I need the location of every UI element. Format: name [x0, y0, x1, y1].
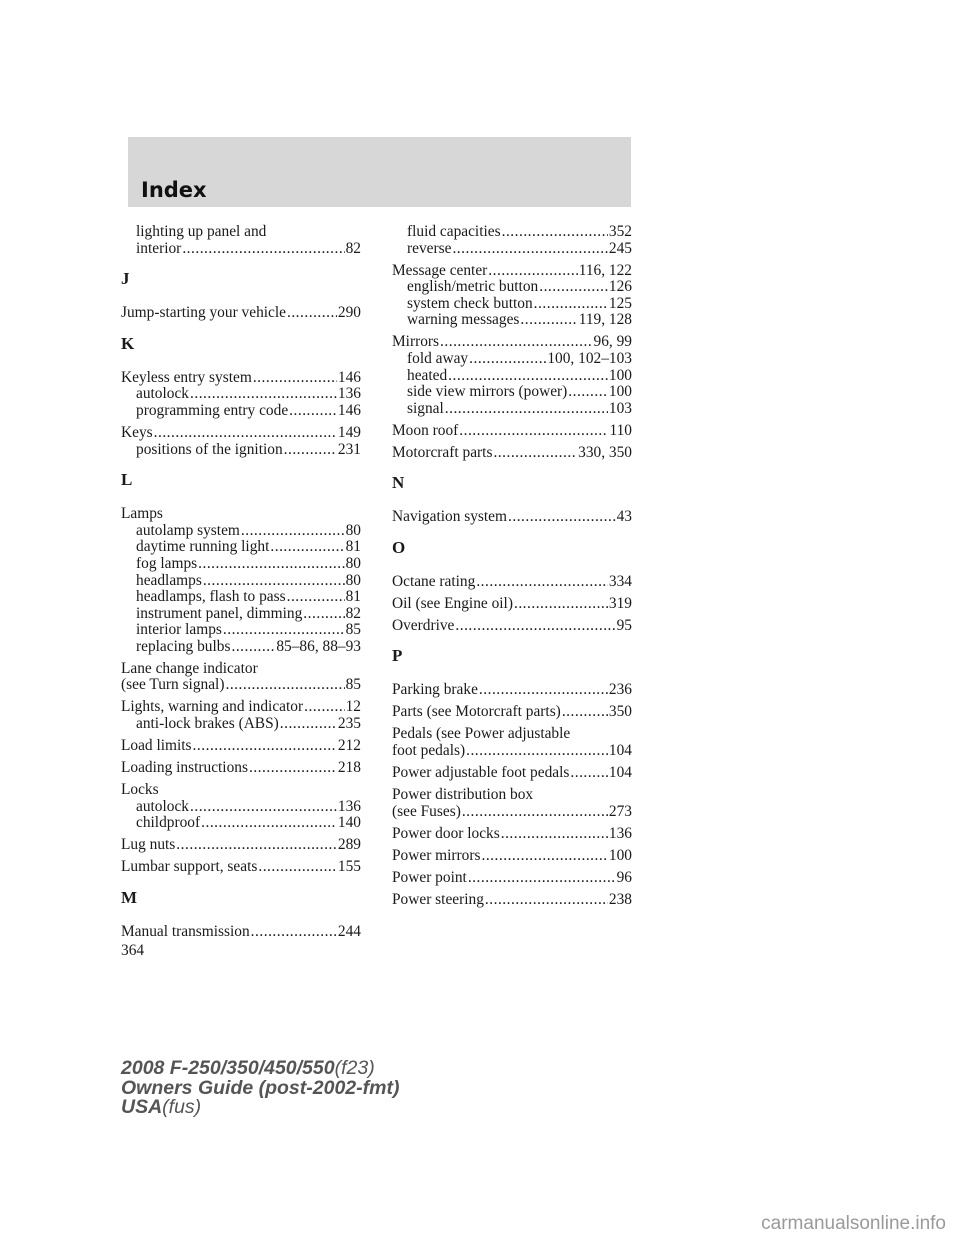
- index-term-line: [121, 506, 361, 523]
- section-letter: K: [121, 333, 135, 353]
- index-page-ref: 85–86, 88–93: [276, 637, 361, 655]
- index-term: interior: [136, 239, 182, 257]
- index-subentry: [121, 386, 361, 403]
- index-term: Moon roof: [392, 421, 459, 439]
- index-term: heated: [407, 366, 448, 384]
- index-term-line: [121, 924, 361, 941]
- index-term: Power steering: [392, 890, 484, 908]
- index-term: Lamps: [121, 505, 163, 523]
- index-entry: [392, 826, 632, 843]
- index-page-ref: 81: [345, 588, 361, 606]
- index-term-line: [392, 334, 632, 351]
- dot-leader: [249, 760, 337, 777]
- index-page-ref: 100, 102–103: [547, 349, 632, 367]
- dot-leader: [481, 848, 607, 865]
- index-term: Keys: [121, 423, 153, 441]
- index-entry: [392, 892, 632, 909]
- dot-leader: [562, 704, 608, 721]
- index-page-ref: 96: [616, 868, 632, 886]
- section-letter: J: [121, 269, 130, 289]
- index-term: replacing bulbs: [136, 637, 231, 655]
- index-page-ref: 273: [608, 802, 632, 820]
- footer-guide: Owners Guide (post-2002-fmt): [121, 1076, 400, 1099]
- index-term: Message center: [392, 261, 488, 279]
- dot-leader: [154, 425, 337, 442]
- dot-leader: [493, 445, 577, 462]
- index-term-line: [392, 682, 632, 699]
- dot-leader: [303, 606, 344, 623]
- index-page-ref: 330, 350: [578, 443, 632, 461]
- index-subentry: [392, 384, 632, 401]
- index-term: Pedals (see Power adjustable: [392, 725, 571, 743]
- dot-leader: [258, 859, 337, 876]
- dot-leader: [287, 305, 337, 322]
- index-term: instrument panel, dimming: [136, 604, 303, 622]
- section-letter: P: [392, 646, 403, 666]
- dot-leader: [459, 423, 608, 440]
- index-entry: [121, 837, 361, 854]
- index-page-ref: 96, 99: [593, 333, 632, 351]
- index-term: Locks: [121, 781, 159, 798]
- index-page-ref: 85: [345, 676, 361, 694]
- dot-leader: [452, 241, 607, 258]
- dot-leader: [201, 815, 337, 832]
- index-term: reverse: [407, 239, 452, 257]
- dot-leader: [485, 892, 608, 909]
- index-term-line: [121, 760, 361, 777]
- index-entry: [392, 596, 632, 613]
- index-term-line: [392, 743, 632, 760]
- index-term: fold away: [407, 349, 469, 367]
- index-page-ref: 104: [608, 763, 632, 781]
- index-entry: [392, 445, 632, 462]
- index-page-ref: 245: [608, 239, 632, 257]
- dot-leader: [539, 279, 608, 296]
- index-page-ref: 100: [608, 846, 632, 864]
- index-page-ref: 289: [337, 836, 361, 854]
- dot-leader: [455, 618, 615, 635]
- index-subentry: [392, 351, 632, 368]
- index-term-line: [392, 726, 632, 743]
- index-term: positions of the ignition: [136, 440, 283, 458]
- index-entry: [121, 859, 361, 876]
- index-entry: [121, 699, 361, 732]
- index-page-ref: 80: [345, 571, 361, 589]
- index-page-ref: 244: [337, 922, 361, 940]
- index-term: Lug nuts: [121, 836, 176, 854]
- dot-leader: [476, 574, 608, 591]
- dot-leader: [198, 556, 344, 573]
- dot-leader: [501, 826, 608, 843]
- index-term-line: [392, 826, 632, 843]
- index-subentry: [121, 224, 361, 241]
- index-term: anti-lock brakes (ABS): [136, 715, 279, 733]
- index-subentry: [392, 368, 632, 385]
- page-number: 364: [121, 942, 145, 959]
- index-term: headlamps: [136, 571, 202, 589]
- index-term: autolock: [136, 797, 189, 815]
- index-term-line: [121, 837, 361, 854]
- dot-leader: [289, 403, 337, 420]
- index-page-ref: 350: [608, 703, 632, 721]
- index-term: Overdrive: [392, 616, 455, 634]
- dot-leader: [502, 224, 608, 241]
- index-entry: [392, 334, 632, 417]
- index-entry: [392, 787, 632, 820]
- index-page-ref: 140: [337, 814, 361, 832]
- index-entry: [121, 224, 361, 257]
- index-page-ref: 126: [608, 278, 632, 296]
- index-entry: [392, 618, 632, 635]
- index-term: Power adjustable foot pedals: [392, 763, 570, 781]
- index-term: warning messages: [407, 311, 520, 329]
- dot-leader: [469, 351, 546, 368]
- watermark[interactable]: carmanualsonline.info: [761, 1213, 946, 1234]
- index-page-ref: 236: [608, 681, 632, 699]
- index-term: Octane rating: [392, 572, 476, 590]
- index-subentry: [121, 403, 361, 420]
- footer-model: 2008 F-250/350/450/550: [121, 1057, 335, 1079]
- index-page-ref: 82: [345, 604, 361, 622]
- index-page-ref: 334: [608, 572, 632, 590]
- index-column-left: [121, 224, 361, 946]
- index-page-ref: 103: [608, 399, 632, 417]
- index-subentry: [121, 589, 361, 606]
- index-term: system check button: [407, 294, 533, 312]
- section-letter: L: [121, 470, 133, 490]
- index-term: daytime running light: [136, 538, 270, 556]
- index-term: side view mirrors (power): [407, 383, 568, 401]
- index-term-line: [392, 892, 632, 909]
- footer-region-code: (fus): [162, 1096, 202, 1118]
- dot-leader: [466, 743, 608, 760]
- section-letter: N: [392, 473, 405, 493]
- index-subentry: [121, 606, 361, 623]
- index-term-line: [121, 370, 361, 387]
- index-term-line: [392, 574, 632, 591]
- index-page-ref: 85: [345, 621, 361, 639]
- dot-leader: [270, 539, 344, 556]
- index-entry: [392, 263, 632, 329]
- footer-line-3: [121, 1098, 399, 1118]
- index-page-ref: 319: [608, 594, 632, 612]
- index-entry: [121, 760, 361, 777]
- index-entry: [121, 924, 361, 941]
- index-page-ref: 235: [337, 715, 361, 733]
- index-term: autolamp system: [136, 521, 240, 539]
- index-entry: [121, 425, 361, 458]
- index-term: Lane change indicator: [121, 659, 258, 677]
- index-term-line: [392, 263, 632, 280]
- index-subentry: [121, 556, 361, 573]
- index-page-ref: 82: [345, 239, 361, 257]
- index-entry: [121, 782, 361, 832]
- index-term-line: [392, 445, 632, 462]
- index-term-line: [392, 787, 632, 804]
- index-page-ref: 104: [608, 742, 632, 759]
- index-term-line: [121, 738, 361, 755]
- index-entry: [121, 305, 361, 322]
- index-page-ref: 238: [608, 890, 632, 908]
- dot-leader: [225, 677, 344, 694]
- index-term: Lumbar support, seats: [121, 858, 258, 876]
- index-term-line: [121, 699, 361, 716]
- page-title: Index: [141, 178, 207, 202]
- dot-leader: [253, 370, 337, 387]
- index-page-ref: 12: [345, 698, 361, 716]
- index-subentry: [121, 799, 361, 816]
- dot-leader: [468, 870, 616, 887]
- index-entry: [392, 726, 632, 759]
- document-footer: [121, 1059, 399, 1118]
- index-page-ref: 125: [608, 294, 632, 312]
- index-subentry: [121, 573, 361, 590]
- dot-leader: [520, 312, 577, 329]
- dot-leader: [190, 799, 337, 816]
- index-page-ref: 95: [616, 616, 632, 634]
- dot-leader: [280, 716, 337, 733]
- dot-leader: [251, 924, 337, 941]
- dot-leader: [462, 804, 608, 821]
- dot-leader: [440, 334, 592, 351]
- index-subentry: [392, 312, 632, 329]
- index-entry: [392, 704, 632, 721]
- index-term: Parking brake: [392, 681, 478, 699]
- index-subentry: [121, 241, 361, 258]
- section-letter: O: [392, 537, 406, 557]
- dot-leader: [182, 241, 344, 258]
- index-subentry: [392, 241, 632, 258]
- index-subentry: [392, 296, 632, 313]
- index-subentry: [121, 639, 361, 656]
- index-term-line: [121, 782, 361, 799]
- dot-leader: [304, 699, 345, 716]
- index-term-line: [121, 661, 361, 678]
- index-subentry: [121, 815, 361, 832]
- dot-leader: [568, 384, 608, 401]
- index-term: headlamps, flash to pass: [136, 588, 286, 606]
- dot-leader: [231, 639, 275, 656]
- index-page-ref: 110: [609, 421, 632, 439]
- index-term-line: [121, 859, 361, 876]
- dot-leader: [448, 368, 608, 385]
- index-subentry: [121, 523, 361, 540]
- index-term: autolock: [136, 385, 189, 403]
- dot-leader: [479, 682, 608, 699]
- index-term: Keyless entry system: [121, 368, 252, 386]
- index-entry: [121, 738, 361, 755]
- dot-leader: [514, 596, 608, 613]
- index-page-ref: 155: [337, 858, 361, 876]
- index-page-ref: 212: [337, 737, 361, 755]
- dot-leader: [488, 263, 577, 280]
- index-term: Manual transmission: [121, 922, 250, 940]
- index-term-line: [392, 509, 632, 526]
- index-page-ref: 80: [345, 521, 361, 539]
- index-page-ref: 136: [337, 385, 361, 403]
- index-term: foot pedals): [392, 742, 466, 759]
- dot-leader: [241, 523, 345, 540]
- index-entry: [121, 506, 361, 655]
- index-page-ref: 218: [337, 759, 361, 777]
- index-term: signal: [407, 399, 444, 417]
- index-entry: [121, 661, 361, 694]
- index-subentry: [121, 442, 361, 459]
- index-term: Parts (see Motorcraft parts): [392, 703, 561, 721]
- index-term-line: [392, 618, 632, 635]
- index-subentry: [392, 224, 632, 241]
- index-term: Motorcraft parts: [392, 443, 493, 461]
- footer-region: USA: [121, 1096, 163, 1118]
- index-term-line: [121, 677, 361, 694]
- index-page-ref: 136: [608, 824, 632, 842]
- index-page-ref: 146: [337, 401, 361, 419]
- index-entry: [392, 509, 632, 526]
- dot-leader: [223, 622, 345, 639]
- index-term-line: [392, 596, 632, 613]
- index-page-ref: 119, 128: [578, 311, 632, 329]
- index-page-ref: 352: [608, 223, 632, 240]
- index-term-line: [121, 425, 361, 442]
- index-subentry: [121, 622, 361, 639]
- dot-leader: [190, 386, 337, 403]
- index-page-ref: 116, 122: [578, 261, 632, 279]
- index-page-ref: 80: [345, 554, 361, 572]
- dot-leader: [508, 509, 616, 526]
- index-term: fog lamps: [136, 554, 198, 572]
- index-term: fluid capacities: [407, 223, 501, 240]
- index-term: (see Fuses): [392, 802, 461, 820]
- index-entry: [392, 574, 632, 591]
- index-term: Power distribution box: [392, 785, 534, 803]
- index-subentry: [392, 401, 632, 418]
- index-term: Power mirrors: [392, 846, 481, 864]
- index-page-ref: 231: [337, 440, 361, 458]
- index-term-line: [392, 765, 632, 782]
- index-term: (see Turn signal): [121, 676, 225, 694]
- index-subentry: [392, 279, 632, 296]
- index-page-ref: 100: [608, 383, 632, 401]
- index-term-line: [392, 804, 632, 821]
- index-term: Power door locks: [392, 824, 500, 842]
- index-entry: [392, 224, 632, 257]
- index-page-ref: 43: [616, 508, 632, 526]
- dot-leader: [176, 837, 337, 854]
- index-term: programming entry code: [136, 401, 289, 419]
- index-term: childproof: [136, 814, 201, 832]
- dot-leader: [193, 738, 337, 755]
- dot-leader: [534, 296, 608, 313]
- index-term-line: [392, 704, 632, 721]
- index-term: Navigation system: [392, 508, 507, 526]
- dot-leader: [203, 573, 345, 590]
- dot-leader: [570, 765, 608, 782]
- index-term-line: [392, 848, 632, 865]
- index-entry: [392, 682, 632, 699]
- index-term: Lights, warning and indicator: [121, 698, 304, 716]
- index-entry: [392, 870, 632, 887]
- index-term-line: [121, 305, 361, 322]
- index-term: lighting up panel and: [136, 223, 267, 240]
- index-page-ref: 81: [345, 538, 361, 556]
- dot-leader: [445, 401, 608, 418]
- index-page-ref: 136: [337, 797, 361, 815]
- section-letter: M: [121, 887, 138, 907]
- index-term-line: [392, 423, 632, 440]
- index-page-ref: 290: [337, 304, 361, 322]
- index-term: Jump-starting your vehicle: [121, 304, 286, 322]
- index-term-line: [392, 870, 632, 887]
- footer-model-code: (f23): [334, 1057, 375, 1079]
- index-page-ref: 149: [337, 423, 361, 441]
- index-entry: [121, 370, 361, 420]
- index-page-ref: 100: [608, 366, 632, 384]
- index-entry: [392, 848, 632, 865]
- index-subentry: [121, 716, 361, 733]
- index-column-right: [392, 224, 632, 913]
- dot-leader: [284, 442, 337, 459]
- index-term: interior lamps: [136, 621, 222, 639]
- index-subentry: [121, 539, 361, 556]
- index-term: Load limits: [121, 737, 192, 755]
- index-term: Power point: [392, 868, 467, 886]
- index-entry: [392, 423, 632, 440]
- index-term: Mirrors: [392, 333, 440, 351]
- dot-leader: [287, 589, 345, 606]
- index-term: Oil (see Engine oil): [392, 594, 513, 612]
- index-entry: [392, 765, 632, 782]
- index-term: english/metric button: [407, 278, 539, 296]
- index-term: Loading instructions: [121, 759, 248, 777]
- index-page-ref: 146: [337, 368, 361, 386]
